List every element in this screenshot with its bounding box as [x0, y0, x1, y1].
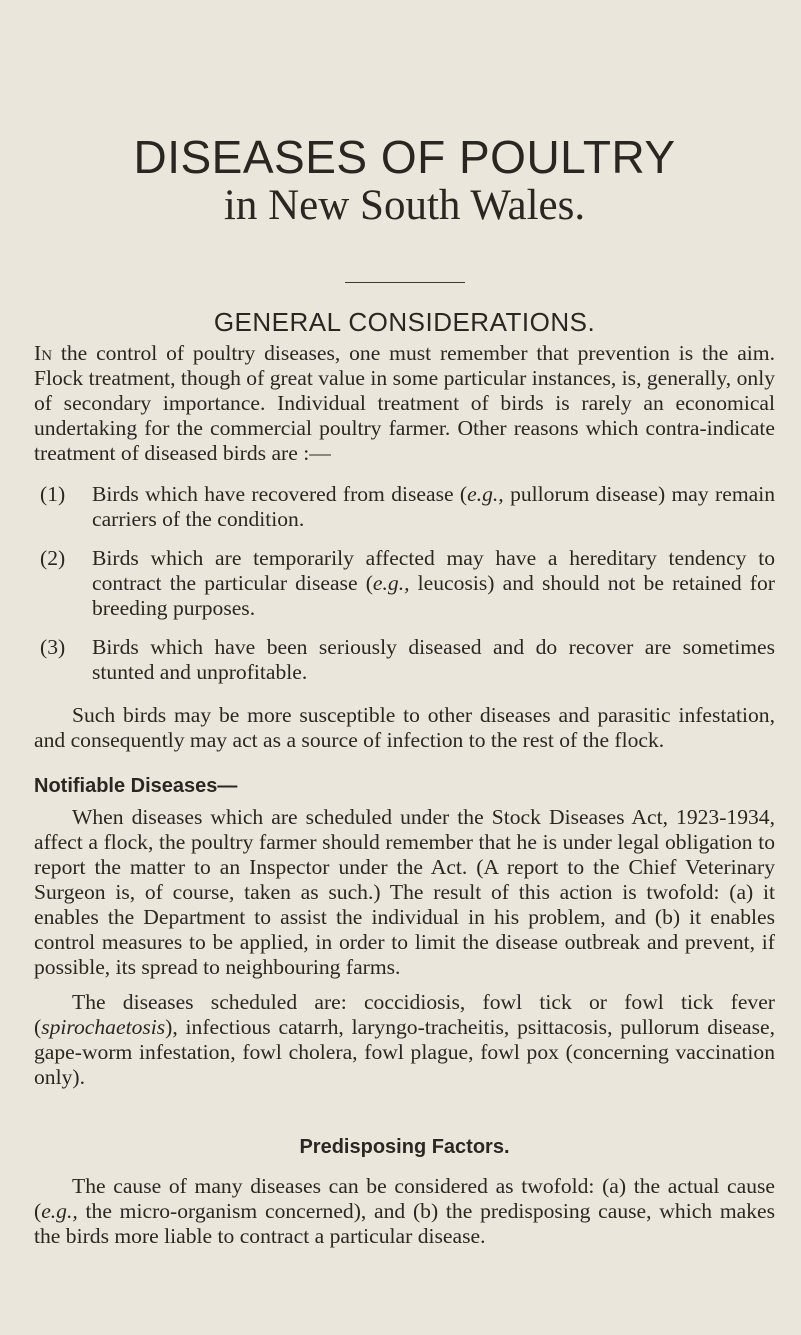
list-item-text-after: pullorum disease) may remain carriers of the condition. — [92, 482, 775, 531]
predisposing-text-before: The cause of many diseases can be considered as twofold: (a) the actual cause ( — [34, 1174, 775, 1223]
intro-lead-word: In — [34, 341, 53, 365]
notifiable-diseases-heading: Notifiable Diseases— — [34, 775, 238, 797]
title-divider — [345, 282, 465, 283]
predisposing-text-after: the micro-organism concerned), and (b) the predisposing cause, which makes the birds more liable to contract a particular disease. — [34, 1199, 775, 1248]
predisposing-eg: e.g., — [41, 1199, 78, 1223]
scheduled-text-after: ), infectious catarrh, laryngo-tracheitis, psittacosis, pullorum disease, gape-worm infestation, fowl cholera, fowl plague, fowl pox (concerning vaccination only). — [34, 1015, 775, 1089]
document-subtitle: in New South Wales. — [223, 182, 586, 229]
predisposing-factors-heading: Predisposing Factors. — [299, 1136, 510, 1158]
list-item-text-before: Birds which are temporarily affected may have a hereditary tendency to contract the particular disease ( — [92, 546, 775, 595]
list-item-eg: e.g., — [372, 571, 410, 595]
reasons-list — [34, 482, 775, 685]
notifiable-paragraph-1: When diseases which are scheduled under the Stock Diseases Act, 1923-1934, affect a flock, the poultry farmer should remember that he is under legal obligation to report the matter to an Inspector under the Act. (A report to the Chief Veterinary Surgeon is, of course, taken as such.) The result of this action is twofold: (a) it enables the Department to assist the individual in his problem, and (b) it enables control measures to be applied, in order to limit the disease outbreak and prevent, if possible, its spread to neighbouring farms. — [34, 805, 775, 979]
scheduled-text-before: The diseases scheduled are: coccidiosis, fowl tick or fowl tick fever ( — [34, 990, 775, 1039]
list-item-text-before: Birds which have recovered from disease ( — [92, 482, 468, 506]
scheduled-italic-term: spirochaetosis — [41, 1015, 166, 1039]
intro-paragraph — [34, 341, 775, 466]
list-item-text-before: Birds which have been seriously diseased and do recover are sometimes stunted and unprofitable. — [92, 635, 775, 684]
predisposing-paragraph — [34, 1174, 775, 1249]
list-item-number: (3) — [40, 635, 66, 659]
list-item — [34, 635, 775, 685]
list-item-text-after: leucosis) and should not be retained for breeding purposes. — [92, 571, 775, 620]
list-item-number: (2) — [40, 546, 66, 570]
list-item-number: (1) — [40, 482, 66, 506]
notifiable-paragraph-2 — [34, 990, 775, 1090]
intro-text: the control of poultry diseases, one must remember that prevention is the aim. Flock treatment, though of great value in some particular instances, is, generally, only of secondary importance. Individual treatment of birds is rarely an economical undertaking for the commercial poultry farmer. Other reasons which contra-indicate treatment of diseased birds are :— — [34, 341, 775, 465]
list-item — [34, 482, 775, 532]
list-item — [34, 546, 775, 621]
list-item-eg: e.g., — [467, 482, 504, 506]
after-list-paragraph: Such birds may be more susceptible to other diseases and parasitic infestation, and consequently may act as a source of infection to the rest of the flock. — [34, 703, 775, 752]
document-title: DISEASES OF POULTRY — [133, 131, 676, 183]
section-heading-general: GENERAL CONSIDERATIONS. — [213, 307, 596, 337]
